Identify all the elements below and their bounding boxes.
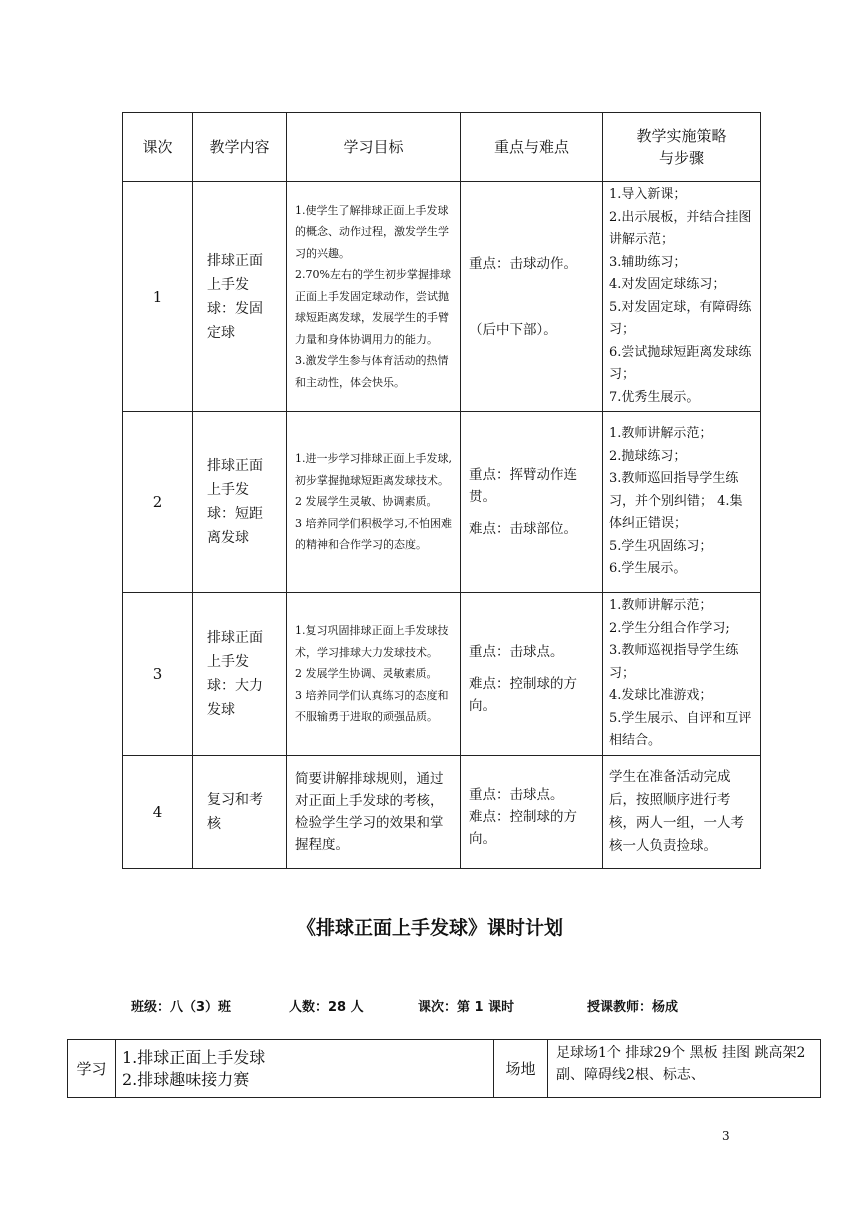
step-item: 4.发球比准游戏； xyxy=(609,688,713,703)
student-count: 人数：28 人 xyxy=(289,1000,364,1015)
step-item: 1.教师讲解示范； xyxy=(609,598,713,613)
step-item: 6.尝试抛球短距离发球练习； xyxy=(609,344,752,382)
table-row xyxy=(123,755,761,868)
header-content: 教学内容 xyxy=(193,113,287,182)
venue-label: 场地 xyxy=(494,1040,548,1098)
lesson-content: 排球正面上手发球：大力发球 xyxy=(193,593,287,756)
step-item: 7.优秀生展示。 xyxy=(609,389,700,405)
step-item: 2.抛球练习； xyxy=(609,448,687,464)
header-lesson: 课次 xyxy=(123,113,193,182)
step-item: 3.教师巡视指导学生练习； xyxy=(609,643,739,681)
lesson-key-points xyxy=(461,412,603,593)
goal-item: 2 发展学生协调、灵敏素质。 xyxy=(295,667,438,680)
lesson-content: 复习和考核 xyxy=(193,755,287,868)
lesson-number: 2 xyxy=(123,412,193,593)
lesson-goals xyxy=(287,412,461,593)
lesson-content: 排球正面上手发球：短距离发球 xyxy=(193,412,287,593)
lesson-key-points xyxy=(461,755,603,868)
lesson-key-points xyxy=(461,182,603,412)
key-item: （后中下部）。 xyxy=(469,321,557,338)
study-label: 学习 xyxy=(68,1040,116,1098)
lesson-steps xyxy=(603,182,761,412)
goal-item: 2.70%左右的学生初步掌握排球正面上手发固定球动作，尝试抛球短距离发球，发展学生的手臂力量和身体协调用力的能力。 xyxy=(295,268,451,346)
lesson-steps xyxy=(603,412,761,593)
lesson-plan-table xyxy=(122,112,761,869)
lesson-goals xyxy=(287,755,461,868)
key-item: 难点：控制球的方向。 xyxy=(469,808,577,847)
lesson-steps xyxy=(603,755,761,868)
header-key-points: 重点与难点 xyxy=(461,113,603,182)
key-item: 重点：挥臂动作连贯。 xyxy=(469,467,577,505)
lesson-number: 3 xyxy=(123,593,193,756)
key-item: 难点：控制球的方向。 xyxy=(469,675,577,714)
table-row xyxy=(123,593,761,756)
page-number: 3 xyxy=(722,1129,730,1143)
lesson-steps xyxy=(603,593,761,756)
table-row xyxy=(68,1040,821,1098)
lesson-detail-table xyxy=(67,1039,821,1098)
step-item: 2.学生分组合作学习; xyxy=(609,620,730,636)
step-item: 3.辅助练习； xyxy=(609,254,687,270)
study-item: 1.排球正面上手发球 xyxy=(122,1047,266,1067)
key-item: 难点：击球部位。 xyxy=(469,521,577,537)
goal-item: 1.复习巩固排球正面上手发球技术，学习排球大力发球技术。 xyxy=(295,624,449,659)
key-item: 重点：击球点。 xyxy=(469,643,564,660)
venue-equipment: 足球场1个 排球29个 黑板 挂图 跳高架2副、障碍线2根、标志、 xyxy=(548,1040,821,1098)
goal-item: 1.进一步学习排球正面上手发球,初步掌握抛球短距离发球技术。 xyxy=(295,452,452,487)
step-item: 学生在准备活动完成后，按照顺序进行考核，两人一组，一人考核一人负责捡球。 xyxy=(609,768,744,854)
step-item: 2.出示展板，并结合挂图讲解示范； xyxy=(609,209,752,247)
goal-item: 3.激发学生参与体育活动的热情和主动性，体会快乐。 xyxy=(295,354,449,389)
step-item: 5.学生巩固练习； xyxy=(609,538,713,554)
lesson-key-points xyxy=(461,593,603,756)
step-item: 5.学生展示、自评和互评相结合。 xyxy=(609,710,752,748)
lesson-goals xyxy=(287,182,461,412)
step-item: 1.导入新课； xyxy=(609,187,687,202)
study-items xyxy=(116,1040,494,1098)
goal-item: 1.使学生了解排球正面上手发球的概念、动作过程，激发学生学习的兴趣。 xyxy=(295,203,449,260)
step-item: 4.对发固定球练习； xyxy=(609,277,726,292)
key-item: 重点：击球动作。 xyxy=(469,255,577,272)
key-item: 重点：击球点。 xyxy=(469,786,564,803)
goal-item: 3 培养同学们认真练习的态度和不服输勇于进取的顽强品质。 xyxy=(295,688,449,723)
goal-item: 2 发展学生灵敏、协调素质。 xyxy=(295,495,438,509)
header-goals: 学习目标 xyxy=(287,113,461,182)
table-row xyxy=(123,412,761,593)
header-strategy-line2: 与步骤 xyxy=(658,149,704,167)
header-row xyxy=(123,113,761,182)
lesson-number: 1 xyxy=(123,182,193,412)
lesson-number-info: 课次：第 1 课时 xyxy=(418,1000,515,1015)
goal-item: 简要讲解排球规则，通过对正面上手发球的考核，检验学生学习的效果和掌握程度。 xyxy=(295,770,444,853)
header-strategy xyxy=(603,113,761,182)
teacher-info: 授课教师：杨成 xyxy=(587,1000,679,1015)
lesson-content: 排球正面上手发球：发固定球 xyxy=(193,182,287,412)
lesson-goals xyxy=(287,593,461,756)
goal-item: 3 培养同学们积极学习,不怕困难的精神和合作学习的态度。 xyxy=(295,516,452,552)
step-item: 5.对发固定球，有障碍练习； xyxy=(609,299,752,337)
study-item: 2.排球趣味接力赛 xyxy=(122,1069,250,1089)
lesson-number: 4 xyxy=(123,755,193,868)
step-item: 3.教师巡回指导学生练习，并个别纠错； 4.集体纠正错误； xyxy=(609,471,743,532)
header-strategy-line1: 教学实施策略 xyxy=(636,127,727,145)
step-item: 1.教师讲解示范； xyxy=(609,426,713,442)
class-info: 班级：八（3）班 xyxy=(131,1000,232,1015)
table-row xyxy=(123,182,761,412)
page-title: 《排球正面上手发球》课时计划 xyxy=(296,917,563,939)
step-item: 6.学生展示。 xyxy=(609,561,687,577)
